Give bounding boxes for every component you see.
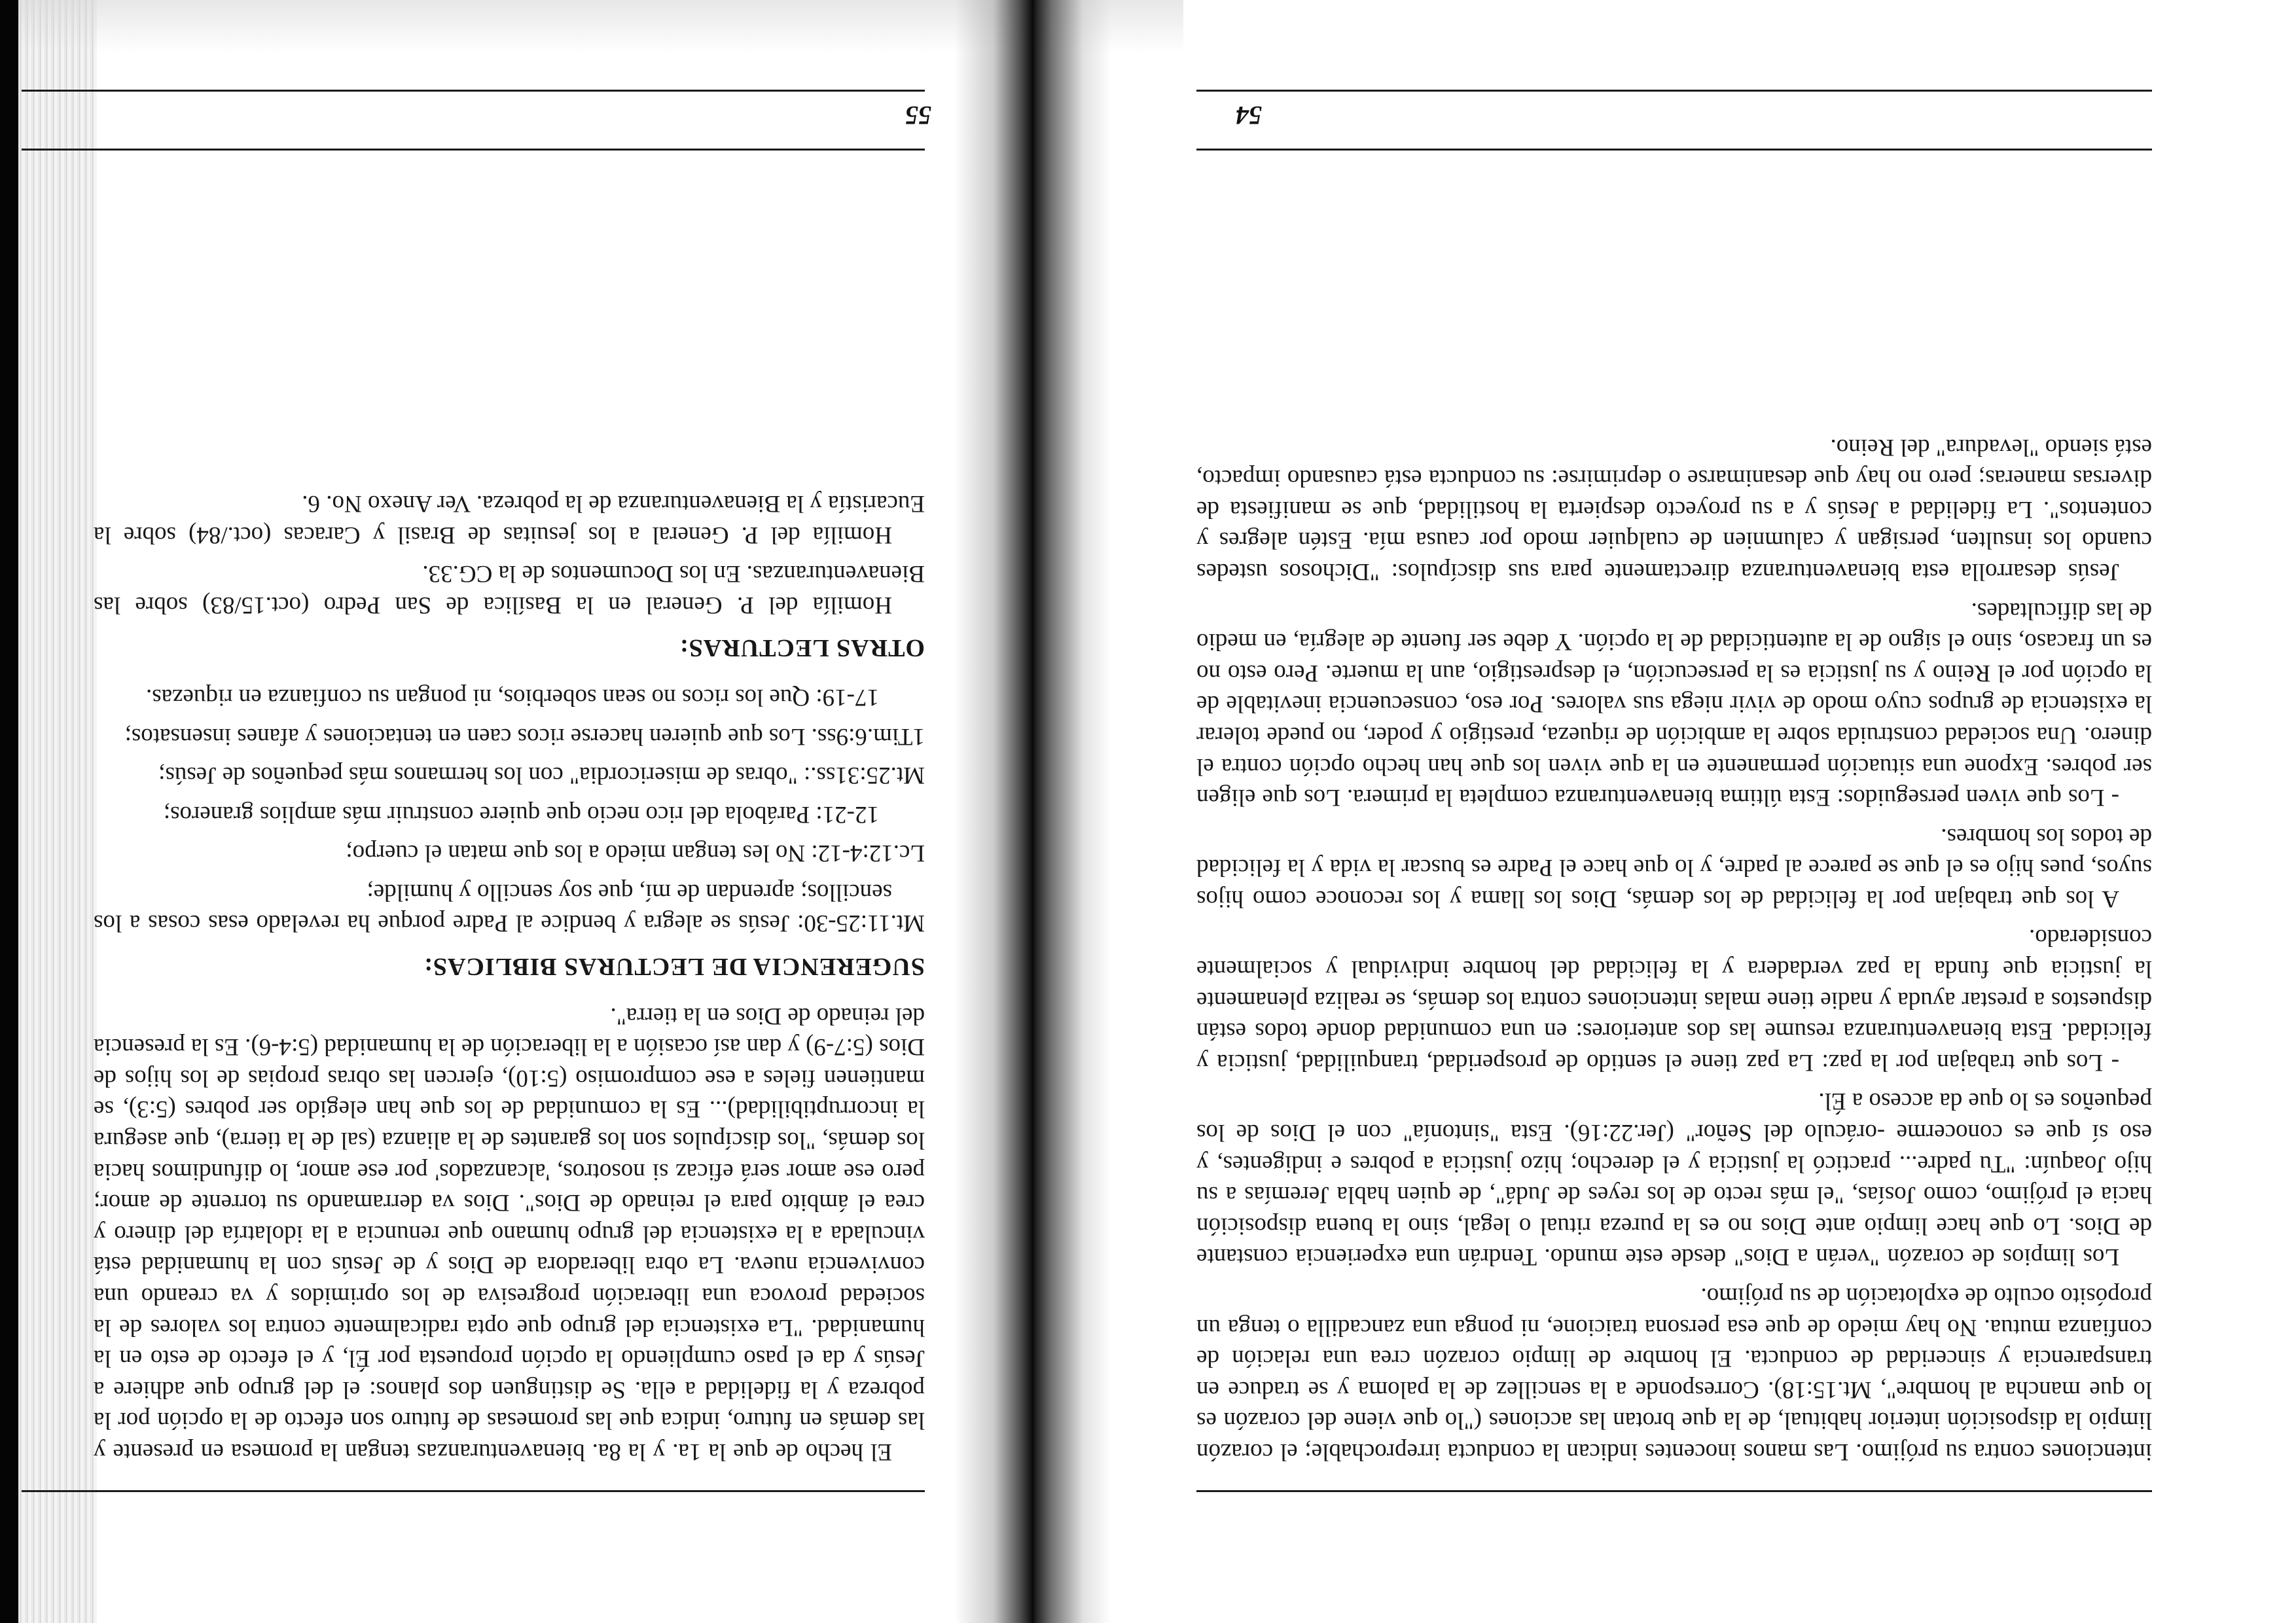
top-rule bbox=[1196, 1490, 2152, 1492]
footer-rule-lower bbox=[1196, 90, 2152, 92]
reading-reference: Homilía del P. General a los jesuitas de Brasil y Caracas (oct./84) sobre la Eucaristía y la Bienaventuranza de la pobreza. Ver Anexo No. 6. bbox=[94, 490, 925, 548]
page-54-body bbox=[1196, 431, 2152, 1467]
paragraph: - Los que viven perseguidos: Esta última bienaventuranza completa la primera. Los que eligen ser pobres. Expone una situación permanente en la que viven los que han hecho opción contra el dinero. Una sociedad construida sobre la ambición de riqueza, prestigio y poder, no puede tolerar la existencia de grupos cuyo modo de vivir niega sus valores. Por eso, consecuencia inevitable de la opción por el Reino y su justicia es la persecución, el desprestigio, aun la muerte. Pero esto no es un fracaso, sino el signo de la autenticidad de la opción. Y debe ser fuente de alegría, en medio de las dificultades. bbox=[1196, 597, 2152, 812]
paragraph: Jesús desarrolla esta bienaventuranza directamente para sus discípulos: "Dichosos ustedes cuando los insulten, persigan y calumnien de cualquier modo por causa mía. Estén alegres y contentos". La fidelidad a Jesús y a su proyecto despierta la hostilidad, que se manifiesta de diversas maneras; pero no hay que desanimarse o deprimirse: su conducta está causando impacto, está siendo "levadura" del Reino. bbox=[1196, 433, 2152, 585]
paragraph: - Los que trabajan por la paz: La paz tiene el sentido de prosperidad, tranquilidad, justicia y felicidad. Esta bienaventuranza resume las dos anteriores: en una comunidad donde todos están dispuestos a prestar ayuda y nadie tiene malas intenciones contra los demás, se realiza plenamente la justicia que funda la paz verdadera y la felicidad del hombre individual y socialmente considerado. bbox=[1196, 924, 2152, 1076]
reading-reference: Lc.12:4-12: No les tengan miedo a los que matan el cuerpo; bbox=[346, 840, 925, 867]
reading-reference: 12-21: Parábola del rico necio que quiere construir más amplios graneros; bbox=[163, 800, 879, 828]
reading-reference: Mt.11:25-30: Jesús se alegra y bendice al Padre porque ha revelado esas cosas a los sencillos; aprendan de mí, que soy sencillo y humilde; bbox=[94, 878, 925, 937]
paragraph: A los que trabajan por la felicidad de los demás, Dios los llama y los reconoce como hijos suyos, pues hijo es el que se parece al padre, y lo que hace el Padre es buscar la vida y la felicidad de todos los hombres. bbox=[1196, 823, 2152, 912]
page-55 bbox=[0, 0, 954, 1623]
reading-reference: Mt.25:31ss.: "obras de misericordia" con los hermanos más pequeños de Jesús; bbox=[158, 762, 925, 789]
paragraph: El hecho de que la 1a. y la 8a. bienaventuranzas tengan la promesa en presente y las demás en futuro, indica que las promesas de futuro son efecto de la opción por la pobreza y la fidelidad a ella. Se distinguen dos planos: el del grupo que adhiere a Jesús y da el paso cumpliendo la opción propuesta por Él, y el efecto de esto en la humanidad. "La existencia del grupo que opta radicalmente contra los valores de la sociedad provoca una liberación progresiva de los oprimidos y va creando una convivencia nueva. La obra liberadora de Dios y de Jesús con la humanidad está vinculada a la existencia del grupo humano que renuncia a la idolatría del dinero y crea el ámbito para el reinado de Dios". Dios va derramando su torrente de amor; pero ese amor será eficaz si nosotros, 'alcanzados' por ese amor, lo difundimos hacia los demás, "los discípulos son los garantes de la alianza (sal de la tierra), que asegura la incorruptibilidad)... Es la comunidad de los que han elegido ser pobres (5:3), se mantienen fieles a ese compromiso (5:10), ejercen las obras propias de los hijos de Dios (5:7-9) y dan así ocasión a la liberación de la humanidad (5:4-6). Es la presencia del reinado de Dios en la tierra". bbox=[94, 1002, 925, 1465]
reading-reference: 1Tim.6:9ss. Los que quieren hacerse ricos caen en tentaciones y afanes insensatos; bbox=[124, 722, 925, 750]
page-number: 55 bbox=[905, 101, 931, 130]
page-number: 54 bbox=[1236, 101, 1262, 130]
paragraph: Los limpios de corazón "verán a Dios" desde este mundo. Tendrán una experiencia constante de Dios. Lo que hace limpio ante Dios no es la pureza ritual o legal, sino la buena disposición hacia el prójimo, como Josías, "el más recto de los reyes de Judá", de quien habla Jeremías a su hijo Joaquín: "Tu padre... practicó la justicia y el derecho; hizo justicia a pobres e indigentes, y eso sí que es conocerme -oráculo del Señor" (Jer.22:16). Esta "sintonía" con el Dios de los pequeños es lo que da acceso a Él. bbox=[1196, 1088, 2152, 1271]
section-title-other: OTRAS LECTURAS: bbox=[679, 634, 925, 662]
book-gutter-shadow bbox=[954, 0, 1111, 1623]
section-title-biblical: SUGERENCIA DE LECTURAS BIBLICAS: bbox=[423, 953, 925, 981]
footer-rule bbox=[1196, 149, 2152, 151]
page-54 bbox=[1183, 0, 2152, 1623]
reading-reference: Homilía del P. General en la Basílica de San Pedro (oct.15/83) sobre las Bienaventuranzas. En los Documentos de la CG.33. bbox=[94, 560, 925, 618]
page-55-body bbox=[94, 488, 925, 1467]
paragraph: intenciones contra su prójimo. Las manos inocentes indican la conducta irreprochable; el corazón limpio la disposición interior habitual, de la que brotan las acciones ("lo que viene del corazón es lo que mancha al hombre", Mt.15:18). Corresponde a la sencillez de la paloma y se traduce en transparencia y sinceridad de conducta. El hombre de limpio corazón crea una relación de confianza mutua. No hay miedo de que esa persona traicione, ni ponga una zancadilla o tenga un propósito oculto de explotación de su prójimo. bbox=[1196, 1283, 2152, 1465]
top-rule bbox=[22, 1490, 925, 1492]
footer-rule bbox=[22, 149, 925, 151]
footer-rule-lower bbox=[22, 90, 925, 92]
reading-reference: 17-19: Que los ricos no sean soberbios, ni pongan su confianza en riquezas. bbox=[146, 683, 879, 711]
